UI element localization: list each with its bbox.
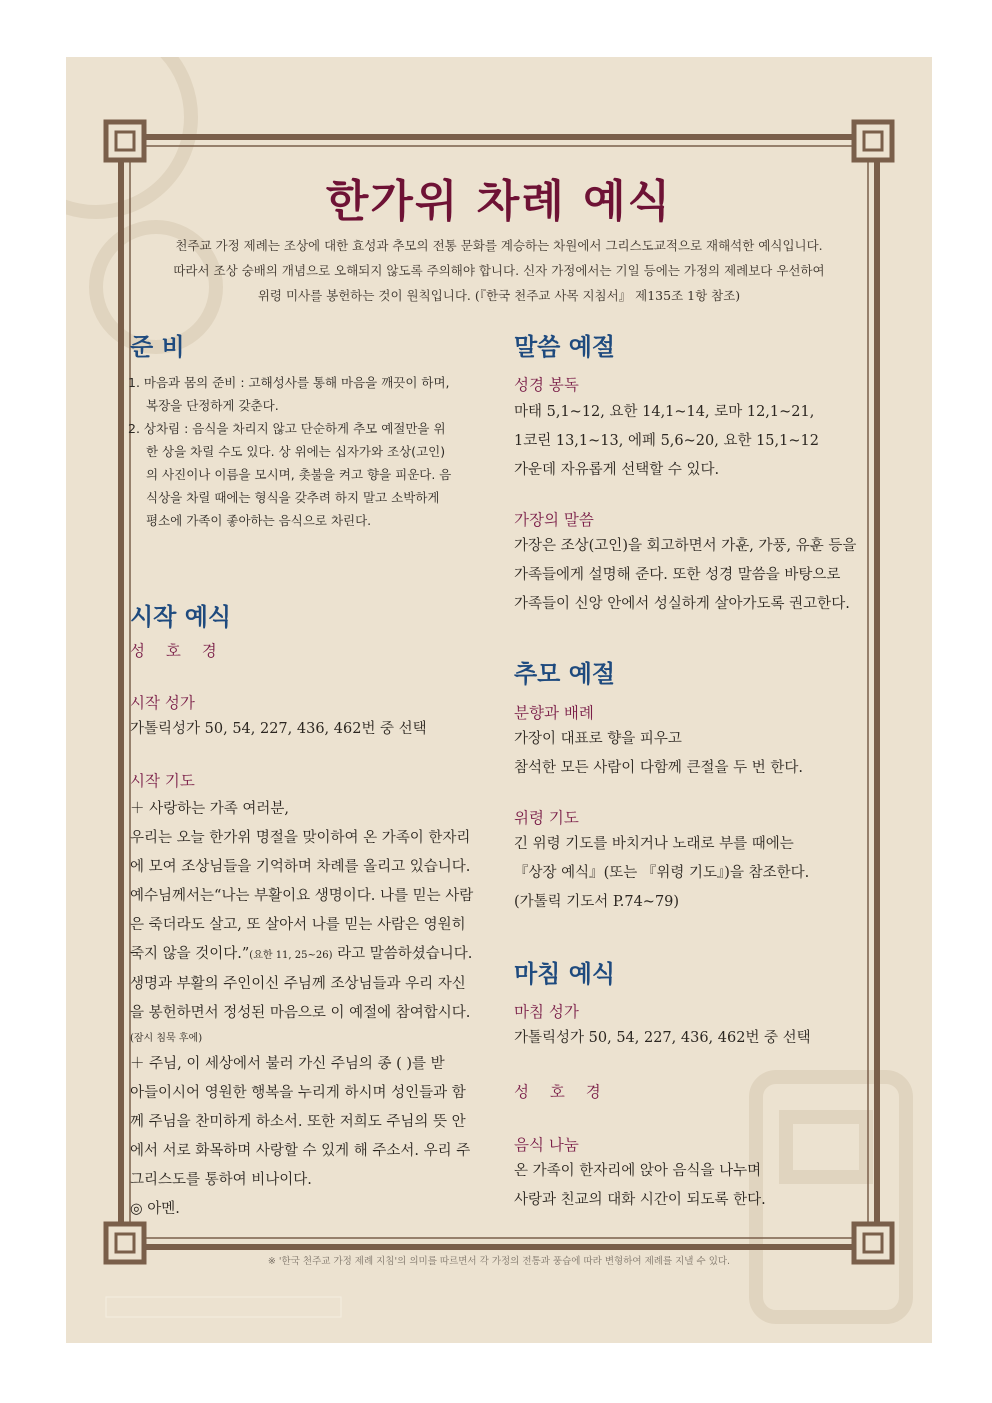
amen-response: ◎ 아멘.	[130, 1201, 180, 1217]
list-item: 1. 마음과 몸의 준비 : 고해성사를 통해 마음을 깨끗이 하며,	[128, 375, 450, 390]
intro-line: 천주교 가정 제례는 조상에 대한 효성과 추모의 전통 문화를 계승하는 차원에서 그리스도교적으로 재해석한 예식입니다.	[175, 238, 823, 253]
memorial-heading: 추모 예절	[514, 660, 616, 688]
intro-paragraph	[136, 233, 862, 308]
head-word-line: 가족들이 신앙 안에서 성실하게 살아가도록 권고한다.	[514, 596, 850, 612]
prayer-line: 을 봉헌하면서 정성된 마음으로 이 예절에 참여합시다.	[130, 1005, 471, 1021]
prayer-line: 아들이시어 영원한 행복을 누리게 하시며 성인들과 함	[130, 1085, 466, 1101]
closing-hymn-title: 마침 성가	[514, 1003, 579, 1021]
list-item: 2. 상차림 : 음식을 차리지 않고 단순하게 추모 예절만을 위	[128, 421, 446, 436]
memorial-prayer-line: 『상장 예식』(또는 『위령 기도』)을 참조한다.	[514, 865, 810, 881]
scripture-reference: (요한 11, 25~26)	[249, 950, 333, 961]
list-item: 의 사진이나 이름을 모시며, 촛불을 켜고 향을 피운다. 음	[146, 467, 452, 482]
prep-heading: 준 비	[130, 333, 185, 361]
prayer-line: ＋ 사랑하는 가족 여러분,	[130, 801, 289, 817]
closing-sign-of-cross: 성 호 경	[514, 1083, 609, 1101]
start-hymn-title: 시작 성가	[130, 694, 195, 712]
memorial-prayer-line: (가톨릭 기도서 P.74~79)	[514, 894, 680, 910]
prayer-line	[130, 940, 473, 970]
incense-line: 가장이 대표로 향을 피우고	[514, 731, 682, 747]
prep-list	[128, 371, 451, 532]
reading-title: 성경 봉독	[514, 376, 579, 394]
start-prayer-title: 시작 기도	[130, 772, 195, 790]
start-prayer-text	[130, 795, 473, 1224]
head-word-text	[514, 532, 856, 619]
food-sharing-line: 온 가족이 한자리에 앉아 음식을 나누며	[514, 1163, 762, 1179]
prayer-line: 께 주님을 찬미하게 하소서. 또한 저희도 주님의 뜻 안	[130, 1114, 466, 1130]
page-title: 한가위 차례 예식	[325, 176, 673, 227]
word-heading: 말씀 예절	[514, 333, 616, 361]
intro-line: 따라서 조상 숭배의 개념으로 오해되지 않도록 주의해야 합니다. 신자 가정에서는 기일 등에는 가정의 제례보다 우선하여	[173, 263, 825, 278]
memorial-prayer-line: 긴 위령 기도를 바치거나 노래로 부를 때에는	[514, 836, 794, 852]
reading-line: 마태 5,1~12, 요한 14,1~14, 로마 12,1~21,	[514, 404, 815, 420]
head-word-line: 가족들에게 설명해 준다. 또한 성경 말씀을 바탕으로	[514, 567, 841, 583]
prayer-line: 예수님께서는“나는 부활이요 생명이다. 나를 믿는 사람	[130, 888, 474, 904]
list-item: 식상을 차릴 때에는 형식을 갖추려 하지 말고 소박하게	[146, 490, 440, 505]
memorial-prayer-text	[514, 830, 809, 917]
start-heading: 시작 예식	[130, 603, 232, 631]
list-item: 복장을 단정하게 갖춘다.	[146, 398, 279, 413]
sign-of-cross-label: 성 호 경	[130, 642, 225, 660]
reading-line: 가운데 자유롭게 선택할 수 있다.	[514, 462, 720, 478]
food-sharing-text	[514, 1157, 766, 1215]
incense-line: 참석한 모든 사람이 다함께 큰절을 두 번 한다.	[514, 760, 803, 776]
reading-text	[514, 398, 819, 485]
paper-sheet	[66, 57, 932, 1343]
list-item: 한 상을 차릴 수도 있다. 상 위에는 십자가와 조상(고인)	[146, 444, 446, 459]
head-word-line: 가장은 조상(고인)을 회고하면서 가훈, 가풍, 유훈 등을	[514, 538, 857, 554]
pause-note: (잠시 침묵 후에)	[130, 1033, 203, 1044]
prayer-line: 에서 서로 화목하며 사랑할 수 있게 해 주소서. 우리 주	[130, 1143, 471, 1159]
food-sharing-line: 사랑과 친교의 대화 시간이 되도록 한다.	[514, 1192, 766, 1208]
closing-hymn-text: 가톨릭성가 50, 54, 227, 436, 462번 중 선택	[514, 1030, 811, 1046]
food-sharing-title: 음식 나눔	[514, 1136, 579, 1154]
prayer-line: 에 모여 조상님들을 기억하며 차례를 올리고 있습니다.	[130, 859, 471, 875]
list-item: 평소에 가족이 좋아하는 음식으로 차린다.	[146, 513, 372, 528]
prayer-text: 라고 말씀하셨습니다.	[332, 946, 473, 962]
prayer-text: 죽지 않을 것이다.”	[130, 946, 250, 962]
incense-title: 분향과 배례	[514, 704, 594, 722]
incense-text	[514, 725, 803, 783]
intro-line: 위령 미사를 봉헌하는 것이 원칙입니다. (『한국 천주교 사목 지침서』 제135조 1항 참조)	[257, 288, 741, 303]
prayer-line: ＋ 주님, 이 세상에서 불러 가신 주님의 종 ( )를 받	[130, 1056, 445, 1072]
head-word-title: 가장의 말씀	[514, 511, 594, 529]
prayer-line: 그리스도를 통하여 비나이다.	[130, 1172, 312, 1188]
prayer-line: 우리는 오늘 한가위 명절을 맞이하여 온 가족이 한자리	[130, 830, 471, 846]
memorial-prayer-title: 위령 기도	[514, 809, 579, 827]
prayer-line: 생명과 부활의 주인이신 주님께 조상님들과 우리 자신	[130, 976, 466, 992]
prayer-line: 은 죽더라도 살고, 또 살아서 나를 믿는 사람은 영원히	[130, 917, 466, 933]
closing-heading: 마침 예식	[514, 960, 616, 988]
reading-line: 1코린 13,1~13, 에페 5,6~20, 요한 15,1~12	[514, 433, 819, 449]
footnote: ※ '한국 천주교 가정 제례 지침'의 의미를 따르면서 각 가정의 전통과 풍습에 따라 변형하여 제례를 지낼 수 있다.	[267, 1256, 731, 1267]
start-hymn-text: 가톨릭성가 50, 54, 227, 436, 462번 중 선택	[130, 721, 427, 737]
